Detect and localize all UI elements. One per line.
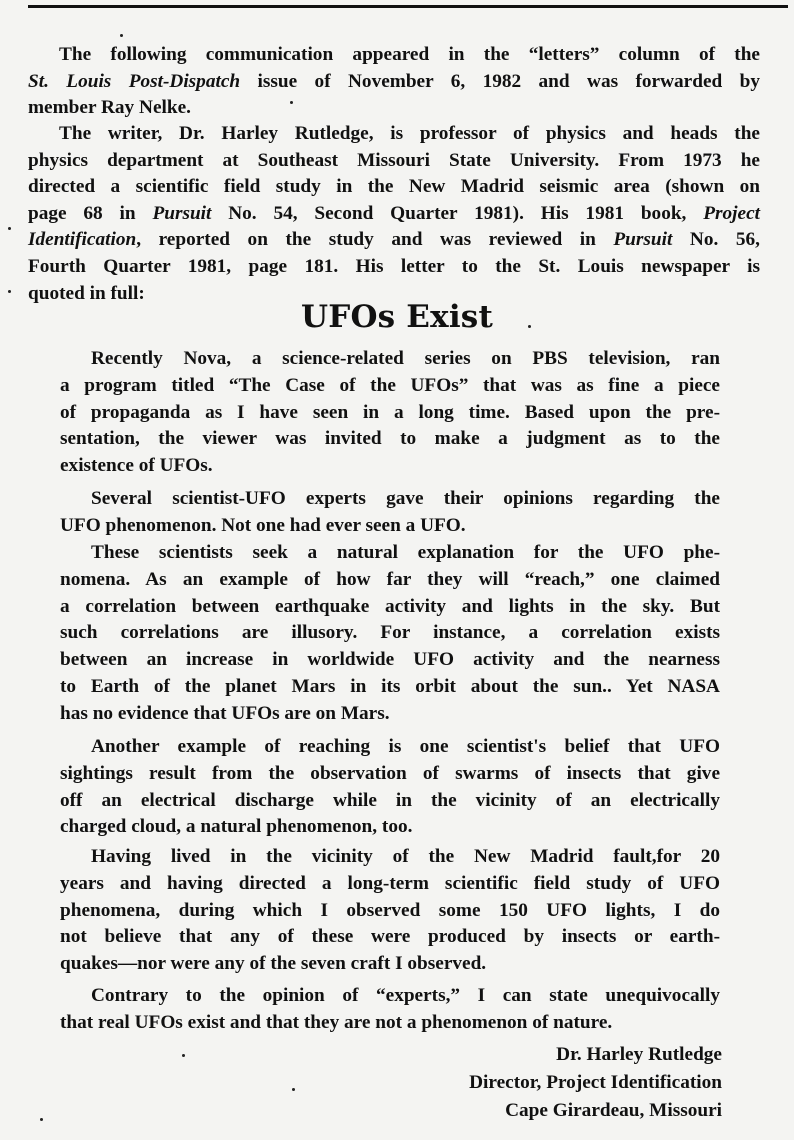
- text-line: existence of UFOs.: [60, 455, 213, 477]
- signature-location: Cape Girardeau, Missouri: [505, 1100, 722, 1121]
- text-line: a program titled “The Case of the UFOs” that was as fine a piece: [60, 374, 720, 396]
- text-line: sentation, the viewer was invited to make a judgment as to the: [60, 428, 720, 450]
- scan-speck: [120, 34, 123, 37]
- text-segment: issue of November 6, 1982 and was forwarded by: [240, 70, 760, 92]
- text-segment: The following communication appeared in the “letters” column of the: [59, 44, 760, 65]
- intro-paragraph-1: [28, 42, 760, 122]
- text-line: [28, 174, 760, 201]
- text-line: Recently Nova, a science-related series on PBS television, ran: [91, 348, 720, 369]
- text-segment: member Ray Nelke.: [28, 97, 191, 119]
- text-line: to Earth of the planet Mars in its orbit about the sun.. Yet NASA: [60, 675, 720, 697]
- letter-paragraph-1: [60, 346, 720, 480]
- top-rule: [28, 5, 788, 8]
- text-line: off an electrical discharge while in the vicinity of an electrically: [60, 789, 720, 811]
- text-line: of propaganda as I have seen in a long time. Based upon the pre-: [60, 401, 720, 423]
- scan-speck: [8, 290, 11, 293]
- italic-title: Pursuit: [613, 229, 673, 251]
- text-segment: The writer, Dr. Harley Rutledge, is professor of physics and heads the: [59, 123, 760, 144]
- italic-title: Pursuit: [152, 202, 212, 224]
- text-segment: No. 56,: [672, 229, 760, 251]
- scan-speck: [290, 101, 293, 104]
- letter-paragraph-5: [60, 844, 720, 978]
- text-line: that real UFOs exist and that they are not a phenomenon of nature.: [60, 1011, 613, 1033]
- text-line: [28, 201, 760, 228]
- text-line: These scientists seek a natural explanation for the UFO phe-: [91, 542, 720, 563]
- italic-title: St. Louis Post-Dispatch: [28, 70, 241, 92]
- text-line: [28, 121, 760, 148]
- text-line: [28, 148, 760, 175]
- text-line: phenomena, during which I observed some 150 UFO lights, I do: [60, 899, 720, 921]
- text-segment: physics department at Southeast Missouri State University. From 1973 he: [28, 149, 760, 171]
- text-line: UFO phenomenon. Not one had ever seen a UFO.: [60, 514, 466, 536]
- italic-title: Identification: [28, 229, 137, 251]
- text-line: [28, 69, 760, 96]
- text-line: [28, 227, 760, 254]
- italic-title: Project: [703, 202, 760, 224]
- signature-name: Dr. Harley Rutledge: [556, 1044, 722, 1065]
- text-line: a correlation between earthquake activity and lights in the sky. But: [60, 595, 720, 617]
- text-line: not believe that any of these were produced by insects or earth-: [60, 926, 720, 948]
- letter-paragraph-2: [60, 486, 720, 540]
- text-segment: Fourth Quarter 1981, page 181. His letter to the St. Louis newspaper is: [28, 255, 760, 277]
- text-line: charged cloud, a natural phenomenon, too.: [60, 816, 413, 838]
- text-segment: directed a scientific field study in the New Madrid seismic area (shown on: [28, 176, 760, 198]
- letter-paragraph-4: [60, 734, 720, 841]
- text-line: Contrary to the opinion of “experts,” I can state unequivocally: [91, 985, 720, 1006]
- text-segment: quoted in full:: [28, 282, 145, 304]
- text-segment: page 68 in: [28, 202, 153, 224]
- text-segment: , reported on the study and was reviewed in: [136, 229, 614, 251]
- text-line: [28, 42, 760, 69]
- letter-paragraph-6: [60, 983, 720, 1037]
- text-line: sightings result from the observation of swarms of insects that give: [60, 762, 720, 784]
- scan-speck: [182, 1054, 185, 1057]
- scan-speck: [8, 227, 11, 230]
- signature-title: Director, Project Identification: [469, 1072, 722, 1093]
- scan-speck: [40, 1118, 43, 1121]
- text-line: [28, 95, 760, 122]
- text-line: such correlations are illusory. For instance, a correlation exists: [60, 622, 720, 644]
- text-line: years and having directed a long-term scientific field study of UFO: [60, 872, 720, 894]
- scan-speck: [292, 1088, 295, 1091]
- letter-paragraph-3: [60, 540, 720, 728]
- text-line: has no evidence that UFOs are on Mars.: [60, 702, 390, 724]
- letter-title: UFOs Exist: [301, 299, 493, 335]
- intro-paragraph-2: [28, 121, 760, 307]
- text-line: Another example of reaching is one scientist's belief that UFO: [91, 736, 720, 757]
- signature-block: [469, 1041, 722, 1125]
- scan-speck: [528, 325, 531, 328]
- text-line: Having lived in the vicinity of the New Madrid fault,for 20: [91, 846, 720, 867]
- text-line: [28, 254, 760, 281]
- text-line: quakes—nor were any of the seven craft I observed.: [60, 953, 487, 975]
- text-segment: No. 54, Second Quarter 1981). His 1981 book,: [211, 202, 704, 224]
- text-line: between an increase in worldwide UFO activity and the nearness: [60, 649, 720, 671]
- text-line: nomena. As an example of how far they will “reach,” one claimed: [60, 568, 720, 590]
- text-line: Several scientist-UFO experts gave their opinions regarding the: [91, 488, 720, 509]
